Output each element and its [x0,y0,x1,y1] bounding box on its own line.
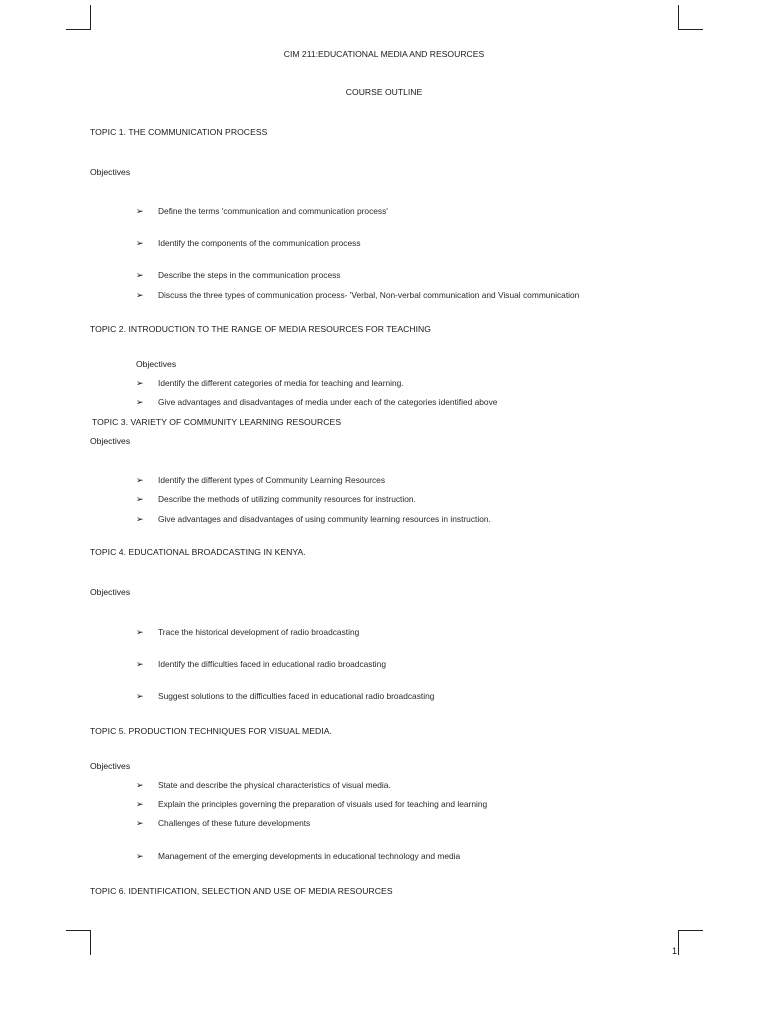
list-item: ➢ Define the terms 'communication and communication process' [136,206,388,216]
list-item: ➢ Identify the different categories of media for teaching and learning. [136,378,404,388]
list-item: ➢ Explain the principles governing the preparation of visuals used for teaching and learning [136,799,488,809]
arrow-bullet-icon: ➢ [136,514,144,524]
list-item: ➢ Describe the steps in the communication process [136,270,341,280]
list-item: ➢ Trace the historical development of radio broadcasting [136,627,360,637]
page-number: 1 [672,946,678,956]
topic-3-heading: TOPIC 3. VARIETY OF COMMUNITY LEARNING RESOURCES [92,417,342,427]
topic-1-objectives-label: Objectives [90,167,131,177]
arrow-bullet-icon: ➢ [136,270,144,280]
list-item: ➢ Management of the emerging developments in educational technology and media [136,851,461,861]
arrow-bullet-icon: ➢ [136,799,144,809]
crop-mark-top-right [678,5,703,30]
arrow-bullet-icon: ➢ [136,475,144,485]
crop-mark-bottom-left [66,930,91,955]
crop-mark-bottom-right [678,930,703,955]
topic-4-heading: TOPIC 4. EDUCATIONAL BROADCASTING IN KENYA. [90,547,306,557]
arrow-bullet-icon: ➢ [136,378,144,388]
arrow-bullet-icon: ➢ [136,238,144,248]
arrow-bullet-icon: ➢ [136,691,144,701]
crop-mark-top-left [66,5,91,30]
list-item: ➢ Give advantages and disadvantages of media under each of the categories identified above [136,397,498,407]
arrow-bullet-icon: ➢ [136,397,144,407]
topic-2-heading: TOPIC 2. INTRODUCTION TO THE RANGE OF MEDIA RESOURCES FOR TEACHING [90,324,432,334]
list-item: ➢ Describe the methods of utilizing community resources for instruction. [136,494,416,504]
list-item: ➢ Identify the components of the communication process [136,238,361,248]
arrow-bullet-icon: ➢ [136,206,144,216]
topic-1-heading: TOPIC 1. THE COMMUNICATION PROCESS [90,127,268,137]
arrow-bullet-icon: ➢ [136,627,144,637]
list-item: ➢ Identify the difficulties faced in educational radio broadcasting [136,659,386,669]
list-item: ➢ State and describe the physical characteristics of visual media. [136,780,391,790]
topic-3-objectives-label: Objectives [90,436,131,446]
topic-6-heading: TOPIC 6. IDENTIFICATION, SELECTION AND USE OF MEDIA RESOURCES [90,886,393,896]
topic-4-objectives-label: Objectives [90,587,131,597]
list-item: ➢ Give advantages and disadvantages of using community learning resources in instruction. [136,514,491,524]
arrow-bullet-icon: ➢ [136,494,144,504]
list-item: ➢ Discuss the three types of communication process- 'Verbal, Non-verbal communication and Visual communication [136,290,580,300]
list-item: ➢ Identify the different types of Community Learning Resources [136,475,386,485]
arrow-bullet-icon: ➢ [136,290,144,300]
arrow-bullet-icon: ➢ [136,780,144,790]
course-outline-subtitle: COURSE OUTLINE [345,87,423,97]
list-item: ➢ Suggest solutions to the difficulties faced in educational radio broadcasting [136,691,435,701]
course-title: CIM 211:EDUCATIONAL MEDIA AND RESOURCES [283,49,485,59]
topic-5-objectives-label: Objectives [90,761,131,771]
arrow-bullet-icon: ➢ [136,818,144,828]
topic-5-heading: TOPIC 5. PRODUCTION TECHNIQUES FOR VISUAL MEDIA. [90,726,332,736]
arrow-bullet-icon: ➢ [136,659,144,669]
list-item: ➢ Challenges of these future developments [136,818,311,828]
topic-2-objectives-label: Objectives [136,359,177,369]
arrow-bullet-icon: ➢ [136,851,144,861]
